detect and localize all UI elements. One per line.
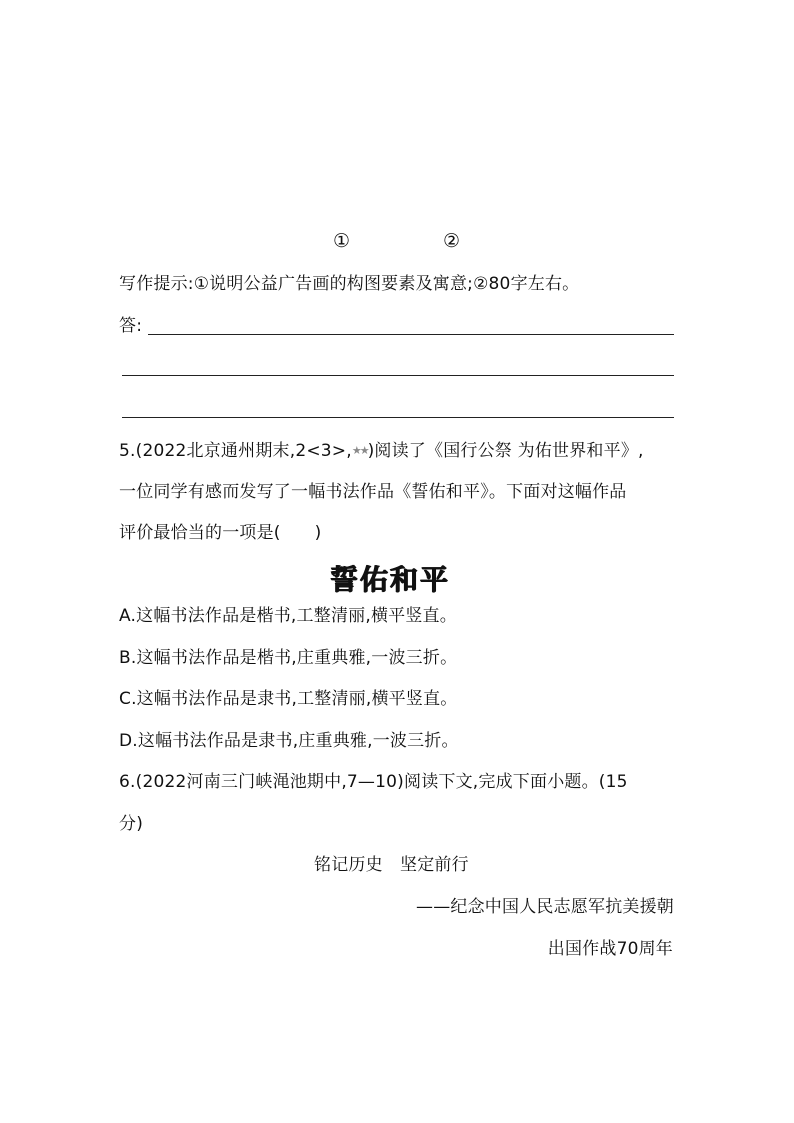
option-d[interactable]: D.这幅书法作品是隶书,庄重典雅,一波三折。 <box>119 731 459 751</box>
answer-line-3[interactable] <box>122 417 674 418</box>
article-title: 铭记历史 坚定前行 <box>314 855 469 875</box>
answer-line-2[interactable] <box>122 375 674 376</box>
q6-line-2: 分) <box>119 814 144 834</box>
q5-line-1 <box>119 439 644 463</box>
option-c[interactable]: C.这幅书法作品是隶书,工整清丽,横平竖直。 <box>119 689 458 709</box>
article-subtitle-1: ——纪念中国人民志愿军抗美援朝 <box>416 897 674 917</box>
writing-hint: 写作提示:①说明公益广告画的构图要素及寓意;②80字左右。 <box>119 274 580 294</box>
q6-line-1: 6.(2022河南三门峡渑池期中,7—10)阅读下文,完成下面小题。(15 <box>119 772 628 792</box>
figure-label-2: ② <box>443 230 461 252</box>
figure-label-1: ① <box>333 230 351 252</box>
option-b[interactable]: B.这幅书法作品是楷书,庄重典雅,一波三折。 <box>119 648 458 668</box>
answer-line-1[interactable] <box>148 334 674 335</box>
answer-label: 答: <box>119 316 143 336</box>
calligraphy-work: 誓佑和平 <box>330 563 451 596</box>
difficulty-star-icon: ★★ <box>351 444 368 457</box>
q5-line-3 <box>119 521 321 545</box>
option-a[interactable]: A.这幅书法作品是楷书,工整清丽,横平竖直。 <box>119 606 457 626</box>
q5-prefix: 5.(2022北京通州期末,2<3>, <box>119 441 352 461</box>
q5-line1-rest: )阅读了《国行公祭 为佑世界和平》, <box>367 441 644 461</box>
q5-line3-start: 评价最恰当的一项是( <box>119 523 281 543</box>
q5-line3-end: ) <box>314 523 322 543</box>
article-subtitle-2: 出国作战70周年 <box>547 939 673 959</box>
q5-line-2: 一位同学有感而发写了一幅书法作品《誓佑和平》。下面对这幅作品 <box>119 482 627 502</box>
